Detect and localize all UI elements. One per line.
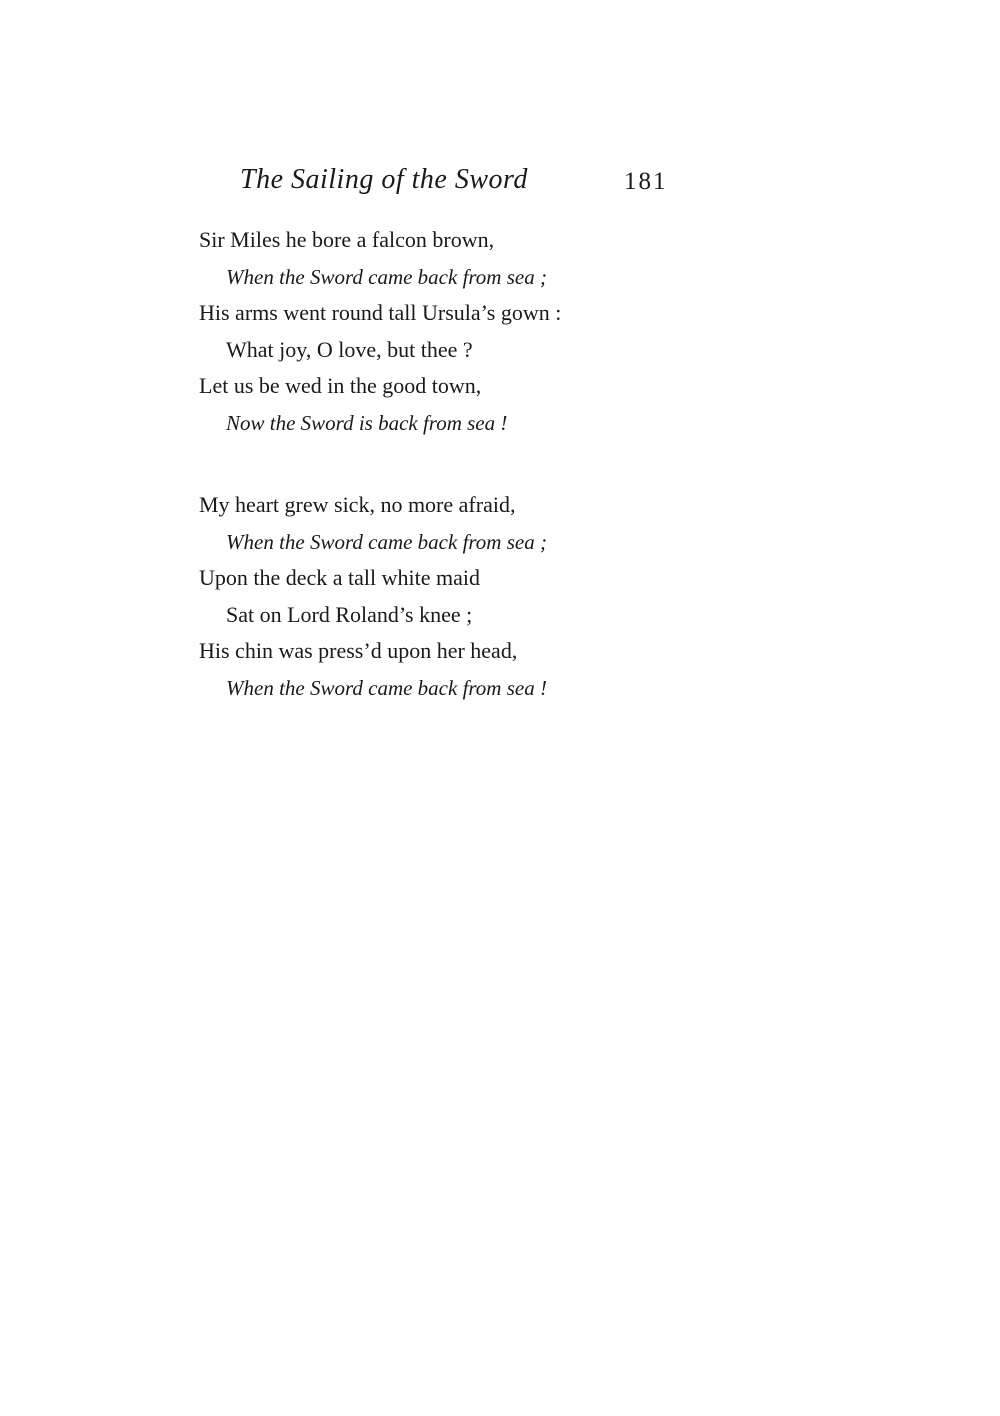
verse-line: His arms went round tall Ursula’s gown : xyxy=(199,300,562,326)
stanza-2 xyxy=(199,487,759,707)
refrain-line: When the Sword came back from sea ; xyxy=(226,529,547,554)
running-title: The Sailing of the Sword xyxy=(240,164,528,195)
verse-line-indented: Sat on Lord Roland’s knee ; xyxy=(226,601,473,627)
verse-line: Let us be wed in the good town, xyxy=(199,373,482,399)
verse-line: His chin was press’d upon her head, xyxy=(199,638,518,664)
refrain-line: When the Sword came back from sea ! xyxy=(226,675,547,700)
refrain-line: When the Sword came back from sea ; xyxy=(226,264,547,289)
stanza-1 xyxy=(199,222,759,442)
refrain-line: Now the Sword is back from sea ! xyxy=(226,410,508,435)
page-number: 181 xyxy=(624,168,668,195)
verse-line-indented: What joy, O love, but thee ? xyxy=(226,336,473,362)
verse-line: My heart grew sick, no more afraid, xyxy=(199,492,516,517)
verse-line: Sir Miles he bore a falcon brown, xyxy=(199,227,495,252)
verse-line: Upon the deck a tall white maid xyxy=(199,565,481,591)
